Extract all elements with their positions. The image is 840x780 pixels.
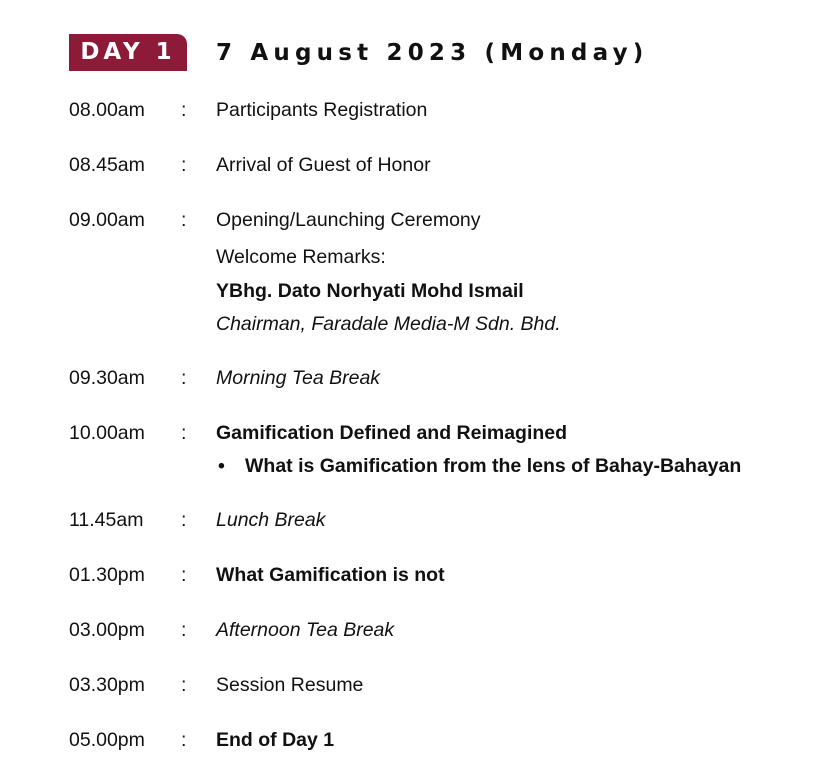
- welcome-remarks-label: Welcome Remarks:: [216, 246, 386, 268]
- session-title: What Gamification is not: [216, 564, 445, 586]
- time-label: 03.30pm: [69, 674, 145, 696]
- session-content: [216, 673, 816, 697]
- time-separator: :: [181, 367, 187, 389]
- session-content: [216, 728, 816, 752]
- speaker-title: Chairman, Faradale Media-M Sdn. Bhd.: [216, 313, 561, 335]
- time-separator: :: [181, 564, 187, 586]
- session-content: [216, 98, 816, 122]
- session-title: Opening/Launching Ceremony: [216, 209, 481, 231]
- time-label: 08.45am: [69, 154, 145, 176]
- session-title: Gamification Defined and Reimagined: [216, 422, 568, 444]
- time-label: 09.30am: [69, 367, 145, 389]
- time-separator: :: [181, 154, 187, 176]
- session-title: Participants Registration: [216, 99, 428, 121]
- time-label: 08.00am: [69, 99, 145, 121]
- session-title: Lunch Break: [216, 509, 326, 531]
- time-label: 10.00am: [69, 422, 145, 444]
- bullet-icon: •: [218, 455, 225, 477]
- session-title: Session Resume: [216, 674, 364, 696]
- session-title: Morning Tea Break: [216, 367, 381, 389]
- session-title: End of Day 1: [216, 729, 335, 751]
- time-separator: :: [181, 674, 187, 696]
- time-separator: :: [181, 209, 187, 231]
- time-label: 11.45am: [69, 509, 144, 531]
- session-title: Arrival of Guest of Honor: [216, 154, 431, 176]
- time-separator: :: [181, 99, 187, 121]
- day-date-heading: 7 August 2023 (Monday): [216, 40, 649, 66]
- session-subtopic: [216, 454, 816, 478]
- time-separator: :: [181, 729, 187, 751]
- subtopic-text: What is Gamification from the lens of Bahay-Bahayan: [245, 455, 742, 477]
- session-content: [216, 153, 816, 177]
- session-content: [216, 618, 816, 642]
- time-separator: :: [181, 422, 187, 444]
- session-content: [216, 421, 816, 478]
- time-label: 01.30pm: [69, 564, 145, 586]
- speaker-name: YBhg. Dato Norhyati Mohd Ismail: [216, 280, 524, 302]
- session-content: [216, 508, 816, 532]
- time-separator: :: [181, 509, 187, 531]
- session-content: [216, 563, 816, 587]
- time-separator: :: [181, 619, 187, 641]
- day-badge: DAY 1: [69, 34, 187, 71]
- time-label: 09.00am: [69, 209, 145, 231]
- session-content: [216, 208, 816, 336]
- time-label: 03.00pm: [69, 619, 145, 641]
- time-label: 05.00pm: [69, 729, 145, 751]
- session-content: [216, 366, 816, 390]
- session-title: Afternoon Tea Break: [216, 619, 395, 641]
